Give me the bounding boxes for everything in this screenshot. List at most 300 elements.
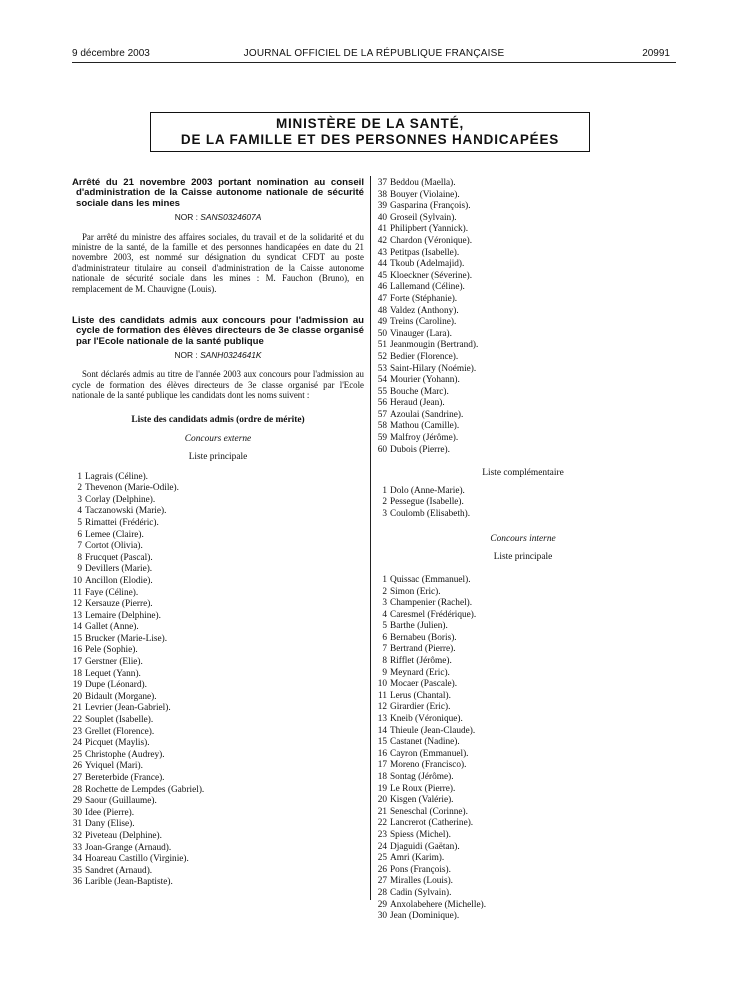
- list-item-number: 24: [72, 738, 82, 749]
- list-item: [377, 410, 669, 422]
- list-item-number: 1: [382, 485, 387, 496]
- list-item: [72, 541, 364, 553]
- list-item-number: 2: [382, 586, 387, 597]
- candidate-name: Mourier (Yohann).: [390, 375, 460, 386]
- list-item-number: 15: [72, 633, 82, 644]
- list-item: [377, 294, 669, 306]
- list-item: [377, 610, 669, 622]
- candidate-name: Tkoub (Adelmajid).: [390, 259, 465, 270]
- list-item-number: 26: [377, 864, 387, 875]
- list-item: [72, 657, 364, 669]
- candidate-name: Moreno (Francisco).: [390, 760, 467, 771]
- list-item: [377, 178, 669, 190]
- list-item: [377, 433, 669, 445]
- list-item-number: 8: [382, 656, 387, 667]
- candidate-name: Bouyer (Violaine).: [390, 189, 460, 200]
- list-item: [377, 702, 669, 714]
- candidate-name: Anxolabehere (Michelle).: [390, 899, 487, 910]
- list-item: [377, 900, 669, 912]
- list-item: [377, 236, 669, 248]
- list-item: [377, 853, 669, 865]
- list-item-number: 32: [72, 830, 82, 841]
- list-item: [377, 784, 669, 796]
- list-item-number: 24: [377, 841, 387, 852]
- candidate-name: Bernabeu (Boris).: [390, 632, 457, 643]
- list-item: [72, 796, 364, 808]
- list-item-number: 13: [377, 714, 387, 725]
- candidate-name: Vinauger (Lara).: [390, 328, 452, 339]
- list-item-number: 29: [377, 899, 387, 910]
- list-item: [377, 818, 669, 830]
- list-item-number: 40: [377, 212, 387, 223]
- list-item-number: 35: [72, 865, 82, 876]
- candidate-name: Gerstner (Elie).: [85, 657, 143, 668]
- candidate-name: Chardon (Véronique).: [390, 235, 473, 246]
- list-item-number: 3: [77, 494, 82, 505]
- list-item-number: 28: [72, 784, 82, 795]
- column-divider: [370, 176, 371, 900]
- candidate-name: Gallet (Anne).: [85, 622, 139, 633]
- candidate-name: Bouche (Marc).: [390, 386, 449, 397]
- list-item: [72, 877, 364, 889]
- candidate-name: Yviquel (Mari).: [85, 761, 143, 772]
- list-item: [72, 645, 364, 657]
- list-item: [72, 854, 364, 866]
- candidate-name: Idee (Pierre).: [85, 807, 135, 818]
- candidate-name: Meynard (Eric).: [390, 667, 450, 678]
- page-number: 20991: [642, 48, 670, 59]
- header-date: 9 décembre 2003: [72, 48, 150, 59]
- list-item-number: 18: [377, 772, 387, 783]
- externe-complementary-list: [377, 486, 669, 521]
- list-item: [377, 726, 669, 738]
- list-item-number: 14: [72, 622, 82, 633]
- list-item: [72, 785, 364, 797]
- list-item-number: 3: [382, 598, 387, 609]
- list-item-number: 1: [77, 471, 82, 482]
- candidate-name: Mathou (Camille).: [390, 421, 460, 432]
- list-item-number: 30: [377, 911, 387, 922]
- list-item: [72, 588, 364, 600]
- ministry-title-line1: MINISTÈRE DE LA SANTÉ,: [275, 116, 465, 131]
- candidates-list-title: Liste des candidats admis (ordre de mérite): [131, 414, 305, 425]
- candidate-name: Mocaer (Pascale).: [390, 679, 458, 690]
- list-item: [377, 679, 669, 691]
- list-item: [377, 807, 669, 819]
- candidate-name: Lerus (Chantal).: [390, 690, 451, 701]
- interne-principal-heading: Liste principale: [493, 551, 553, 562]
- list-item-number: 20: [72, 691, 82, 702]
- list-item-number: 9: [77, 564, 82, 575]
- candidate-name: Groseil (Sylvain).: [390, 212, 457, 223]
- candidate-name: Devillers (Marie).: [85, 564, 153, 575]
- candidate-name: Souplet (Isabelle).: [85, 715, 154, 726]
- list-item-number: 21: [377, 806, 387, 817]
- candidate-name: Lagrais (Céline).: [85, 471, 148, 482]
- list-item-number: 19: [377, 783, 387, 794]
- candidate-name: Pessegue (Isabelle).: [390, 497, 464, 508]
- list-item-number: 34: [72, 854, 82, 865]
- candidate-name: Bertrand (Pierre).: [390, 644, 456, 655]
- candidate-name: Philipbert (Yannick).: [390, 224, 469, 235]
- list-item-number: 20: [377, 795, 387, 806]
- candidate-name: Levrier (Jean-Gabriel).: [85, 703, 171, 714]
- list-item-number: 14: [377, 725, 387, 736]
- list-item: [377, 760, 669, 772]
- candidate-name: Girardier (Eric).: [390, 702, 451, 713]
- list-item-number: 43: [377, 247, 387, 258]
- list-item-number: 50: [377, 328, 387, 339]
- candidate-name: Saint-Hilary (Noémie).: [390, 363, 477, 374]
- interne-principal-list: [377, 575, 669, 923]
- candidate-name: Bereterbide (France).: [85, 773, 165, 784]
- list-item: [72, 622, 364, 634]
- candidate-name: Barthe (Julien).: [390, 621, 448, 632]
- list-item: [377, 911, 669, 923]
- list-item: [72, 727, 364, 739]
- candidate-name: Petitpas (Isabelle).: [390, 247, 460, 258]
- list-item: [72, 738, 364, 750]
- candidate-name: Thieule (Jean-Claude).: [390, 725, 476, 736]
- list-item: [72, 808, 364, 820]
- list-item-number: 5: [382, 621, 387, 632]
- list-item: [72, 472, 364, 484]
- list-item-number: 23: [72, 726, 82, 737]
- list-item-number: 22: [377, 818, 387, 829]
- list-item: [377, 795, 669, 807]
- decree2-nor: [72, 350, 364, 361]
- list-item: [72, 483, 364, 495]
- candidate-name: Larible (Jean-Baptiste).: [85, 877, 173, 888]
- list-item: [377, 248, 669, 260]
- list-item: [377, 224, 669, 236]
- candidate-name: Cayron (Emmanuel).: [390, 748, 469, 759]
- candidate-name: Christophe (Audrey).: [85, 749, 165, 760]
- candidate-name: Saour (Guillaume).: [85, 796, 157, 807]
- list-item-number: 29: [72, 796, 82, 807]
- list-item-number: 6: [382, 632, 387, 643]
- decree1-title: Arrêté du 21 novembre 2003 portant nomination au conseil d'administration de la Caisse autonome nationale de sécurité sociale dans les mines: [72, 177, 364, 209]
- list-item: [377, 575, 669, 587]
- list-item-number: 57: [377, 409, 387, 420]
- list-item-number: 6: [77, 529, 82, 540]
- list-item: [72, 773, 364, 785]
- list-item-number: 27: [72, 773, 82, 784]
- externe-principal-list-part1: [72, 472, 364, 889]
- candidate-name: Dupe (Léonard).: [85, 680, 147, 691]
- candidate-name: Ancillon (Elodie).: [85, 575, 153, 586]
- candidate-name: Simon (Eric).: [390, 586, 441, 597]
- candidate-name: Rifflet (Jérôme).: [390, 656, 452, 667]
- list-item: [377, 598, 669, 610]
- decree1-nor: [72, 212, 364, 223]
- list-item: [72, 692, 364, 704]
- list-item-number: 9: [382, 667, 387, 678]
- externe-principal-list-part2: [377, 178, 669, 456]
- candidate-name: Gasparina (François).: [390, 201, 471, 212]
- candidate-name: Bedier (Florence).: [390, 351, 459, 362]
- candidate-name: Lequet (Yann).: [85, 668, 141, 679]
- list-item-number: 60: [377, 444, 387, 455]
- candidate-name: Champenier (Rachel).: [390, 598, 473, 609]
- list-item-number: 45: [377, 270, 387, 281]
- list-item: [377, 329, 669, 341]
- candidate-name: Kloeckner (Séverine).: [390, 270, 473, 281]
- candidate-name: Thevenon (Marie-Odile).: [85, 483, 179, 494]
- list-item-number: 54: [377, 375, 387, 386]
- list-item-number: 19: [72, 680, 82, 691]
- candidate-name: Heraud (Jean).: [390, 398, 445, 409]
- candidate-name: Quissac (Emmanuel).: [390, 574, 471, 585]
- list-item-number: 21: [72, 703, 82, 714]
- externe-heading: Concours externe: [184, 433, 252, 444]
- candidate-name: Coulomb (Elisabeth).: [390, 508, 471, 519]
- candidate-name: Bidault (Morgane).: [85, 691, 157, 702]
- journal-title: JOURNAL OFFICIEL DE LA RÉPUBLIQUE FRANÇAISE: [243, 48, 505, 59]
- list-item: [72, 518, 364, 530]
- list-item: [377, 271, 669, 283]
- list-item-number: 1: [382, 574, 387, 585]
- list-item-number: 15: [377, 737, 387, 748]
- list-item: [72, 819, 364, 831]
- list-item-number: 4: [382, 609, 387, 620]
- candidate-name: Frucquet (Pascal).: [85, 552, 153, 563]
- list-item: [377, 644, 669, 656]
- ministry-box: [150, 112, 590, 152]
- list-item: [72, 680, 364, 692]
- list-item-number: 59: [377, 433, 387, 444]
- list-item-number: 25: [72, 749, 82, 760]
- list-item-number: 5: [77, 517, 82, 528]
- list-item-number: 4: [77, 506, 82, 517]
- list-item: [377, 842, 669, 854]
- externe-principal-heading: Liste principale: [188, 452, 248, 463]
- list-item-number: 30: [72, 807, 82, 818]
- list-item-number: 53: [377, 363, 387, 374]
- list-item: [377, 387, 669, 399]
- list-item-number: 55: [377, 386, 387, 397]
- candidate-name: Pons (François).: [390, 864, 451, 875]
- candidate-name: Piveteau (Delphine).: [85, 830, 162, 841]
- list-item-number: 11: [73, 587, 82, 598]
- list-item: [377, 340, 669, 352]
- list-item: [377, 201, 669, 213]
- externe-complementary-heading: Liste complémentaire: [482, 468, 564, 479]
- ministry-title-line2: DE LA FAMILLE ET DES PERSONNES HANDICAPÉES: [180, 132, 560, 147]
- list-item-number: 46: [377, 282, 387, 293]
- list-item-number: 13: [72, 610, 82, 621]
- list-item-number: 48: [377, 305, 387, 316]
- list-item: [377, 830, 669, 842]
- list-item: [377, 259, 669, 271]
- list-item-number: 47: [377, 293, 387, 304]
- candidate-name: Sontag (Jérôme).: [390, 772, 454, 783]
- list-item: [72, 495, 364, 507]
- list-item: [72, 750, 364, 762]
- decree1-nor-code: SANS0324607A: [200, 212, 262, 223]
- list-item: [377, 668, 669, 680]
- candidate-name: Brucker (Marie-Lise).: [85, 633, 168, 644]
- list-item: [72, 669, 364, 681]
- candidate-name: Castanet (Nadine).: [390, 737, 460, 748]
- candidate-name: Picquet (Maylis).: [85, 738, 150, 749]
- list-item-number: 12: [377, 702, 387, 713]
- candidate-name: Le Roux (Pierre).: [390, 783, 456, 794]
- list-item-number: 12: [72, 599, 82, 610]
- list-item-number: 11: [378, 690, 387, 701]
- decree1-nor-label: NOR :: [174, 212, 198, 223]
- candidate-name: Djaguidi (Gaëtan).: [390, 841, 460, 852]
- list-item-number: 16: [72, 645, 82, 656]
- list-item: [72, 564, 364, 576]
- list-item: [377, 737, 669, 749]
- list-item: [377, 421, 669, 433]
- decree2-body: Sont déclarés admis au titre de l'année 2003 aux concours pour l'admission au cycle de formation des élèves directeurs de 3e classe organisé par l'Ecole nationale de la santé publique les candidats dont les noms suivent :: [72, 369, 364, 401]
- list-item: [377, 306, 669, 318]
- list-item-number: 38: [377, 189, 387, 200]
- list-item-number: 25: [377, 853, 387, 864]
- list-item-number: 28: [377, 887, 387, 898]
- list-item-number: 17: [377, 760, 387, 771]
- list-item-number: 37: [377, 178, 387, 188]
- list-item: [377, 317, 669, 329]
- list-item: [377, 190, 669, 202]
- list-item-number: 18: [72, 668, 82, 679]
- candidate-name: Lemaire (Delphine).: [85, 610, 161, 621]
- list-item: [377, 364, 669, 376]
- list-item: [72, 530, 364, 542]
- candidate-name: Caresmel (Frédérique).: [390, 609, 477, 620]
- interne-heading: Concours interne: [490, 534, 556, 545]
- candidate-name: Rochette de Lempdes (Gabriel).: [85, 784, 205, 795]
- candidate-name: Forte (Stéphanie).: [390, 293, 458, 304]
- list-item-number: 36: [72, 877, 82, 888]
- candidate-name: Rimattei (Frédéric).: [85, 517, 159, 528]
- list-item-number: 44: [377, 259, 387, 270]
- list-item-number: 31: [72, 819, 82, 830]
- candidate-name: Cortot (Olivia).: [85, 541, 143, 552]
- list-item: [377, 714, 669, 726]
- candidate-name: Kisgen (Valérie).: [390, 795, 454, 806]
- candidate-name: Lallemand (Céline).: [390, 282, 465, 293]
- list-item: [377, 876, 669, 888]
- candidate-name: Seneschal (Corinne).: [390, 806, 468, 817]
- candidate-name: Cadin (Sylvain).: [390, 887, 452, 898]
- list-item-number: 2: [382, 497, 387, 508]
- list-item: [72, 553, 364, 565]
- candidate-name: Miralles (Louis).: [390, 876, 453, 887]
- candidate-name: Faye (Céline).: [85, 587, 139, 598]
- candidate-name: Dolo (Anne-Marie).: [390, 485, 465, 496]
- list-item: [377, 633, 669, 645]
- list-item: [377, 398, 669, 410]
- list-item-number: 10: [377, 679, 387, 690]
- candidate-name: Lancrerot (Catherine).: [390, 818, 474, 829]
- list-item-number: 39: [377, 201, 387, 212]
- candidate-name: Treins (Caroline).: [390, 317, 457, 328]
- candidate-name: Pele (Sophie).: [85, 645, 138, 656]
- list-item-number: 8: [77, 552, 82, 563]
- candidate-name: Dubois (Pierre).: [390, 444, 450, 455]
- list-item: [377, 749, 669, 761]
- list-item: [72, 761, 364, 773]
- list-item-number: 42: [377, 235, 387, 246]
- list-item: [72, 831, 364, 843]
- list-item: [72, 599, 364, 611]
- list-item: [72, 843, 364, 855]
- candidate-name: Kneib (Véronique).: [390, 714, 463, 725]
- candidate-name: Taczanowski (Marie).: [85, 506, 167, 517]
- list-item: [72, 634, 364, 646]
- list-item-number: 41: [377, 224, 387, 235]
- list-item-number: 51: [377, 340, 387, 351]
- decree2-nor-code: SANH0324641K: [200, 350, 262, 361]
- decree2-nor-label: NOR :: [174, 350, 198, 361]
- list-item-number: 7: [382, 644, 387, 655]
- candidate-name: Malfroy (Jérôme).: [390, 433, 459, 444]
- candidate-name: Sandret (Arnaud).: [85, 865, 153, 876]
- list-item-number: 27: [377, 876, 387, 887]
- left-column: [72, 178, 364, 889]
- list-item: [72, 506, 364, 518]
- list-item-number: 7: [77, 541, 82, 552]
- list-item: [377, 445, 669, 457]
- list-item-number: 3: [382, 508, 387, 519]
- right-column: [377, 178, 669, 923]
- list-item-number: 49: [377, 317, 387, 328]
- list-item: [377, 691, 669, 703]
- list-item: [72, 703, 364, 715]
- candidate-name: Grellet (Florence).: [85, 726, 155, 737]
- list-item-number: 2: [77, 483, 82, 494]
- candidate-name: Kersauze (Pierre).: [85, 599, 153, 610]
- candidate-name: Valdez (Anthony).: [390, 305, 459, 316]
- list-item: [377, 772, 669, 784]
- header-divider: [72, 62, 676, 63]
- list-item: [377, 282, 669, 294]
- candidate-name: Joan-Grange (Arnaud).: [85, 842, 172, 853]
- list-item-number: 33: [72, 842, 82, 853]
- list-item: [72, 715, 364, 727]
- list-item-number: 16: [377, 748, 387, 759]
- candidate-name: Dany (Elise).: [85, 819, 135, 830]
- list-item: [377, 352, 669, 364]
- decree2-title: Liste des candidats admis aux concours pour l'admission au cycle de formation des élèves directeurs de 3e classe organisé par l'Ecole nationale de la santé publique: [72, 314, 364, 347]
- candidate-name: Jean (Dominique).: [390, 911, 460, 922]
- candidate-name: Lemee (Claire).: [85, 529, 144, 540]
- candidate-name: Spiess (Michel).: [390, 829, 451, 840]
- candidate-name: Hoareau Castillo (Virginie).: [85, 854, 189, 865]
- list-item-number: 10: [72, 575, 82, 586]
- list-item-number: 22: [72, 715, 82, 726]
- candidate-name: Azoulai (Sandrine).: [390, 409, 464, 420]
- list-item-number: 52: [377, 351, 387, 362]
- list-item-number: 23: [377, 829, 387, 840]
- list-item: [377, 375, 669, 387]
- list-item-number: 58: [377, 421, 387, 432]
- candidate-name: Corlay (Delphine).: [85, 494, 156, 505]
- candidate-name: Beddou (Maella).: [390, 178, 456, 188]
- list-item: [377, 865, 669, 877]
- candidate-name: Amri (Karim).: [390, 853, 445, 864]
- list-item: [377, 587, 669, 599]
- list-item: [377, 509, 669, 521]
- list-item-number: 26: [72, 761, 82, 772]
- list-item-number: 17: [72, 657, 82, 668]
- list-item: [377, 888, 669, 900]
- list-item: [377, 213, 669, 225]
- candidate-name: Jeanmougin (Bertrand).: [390, 340, 479, 351]
